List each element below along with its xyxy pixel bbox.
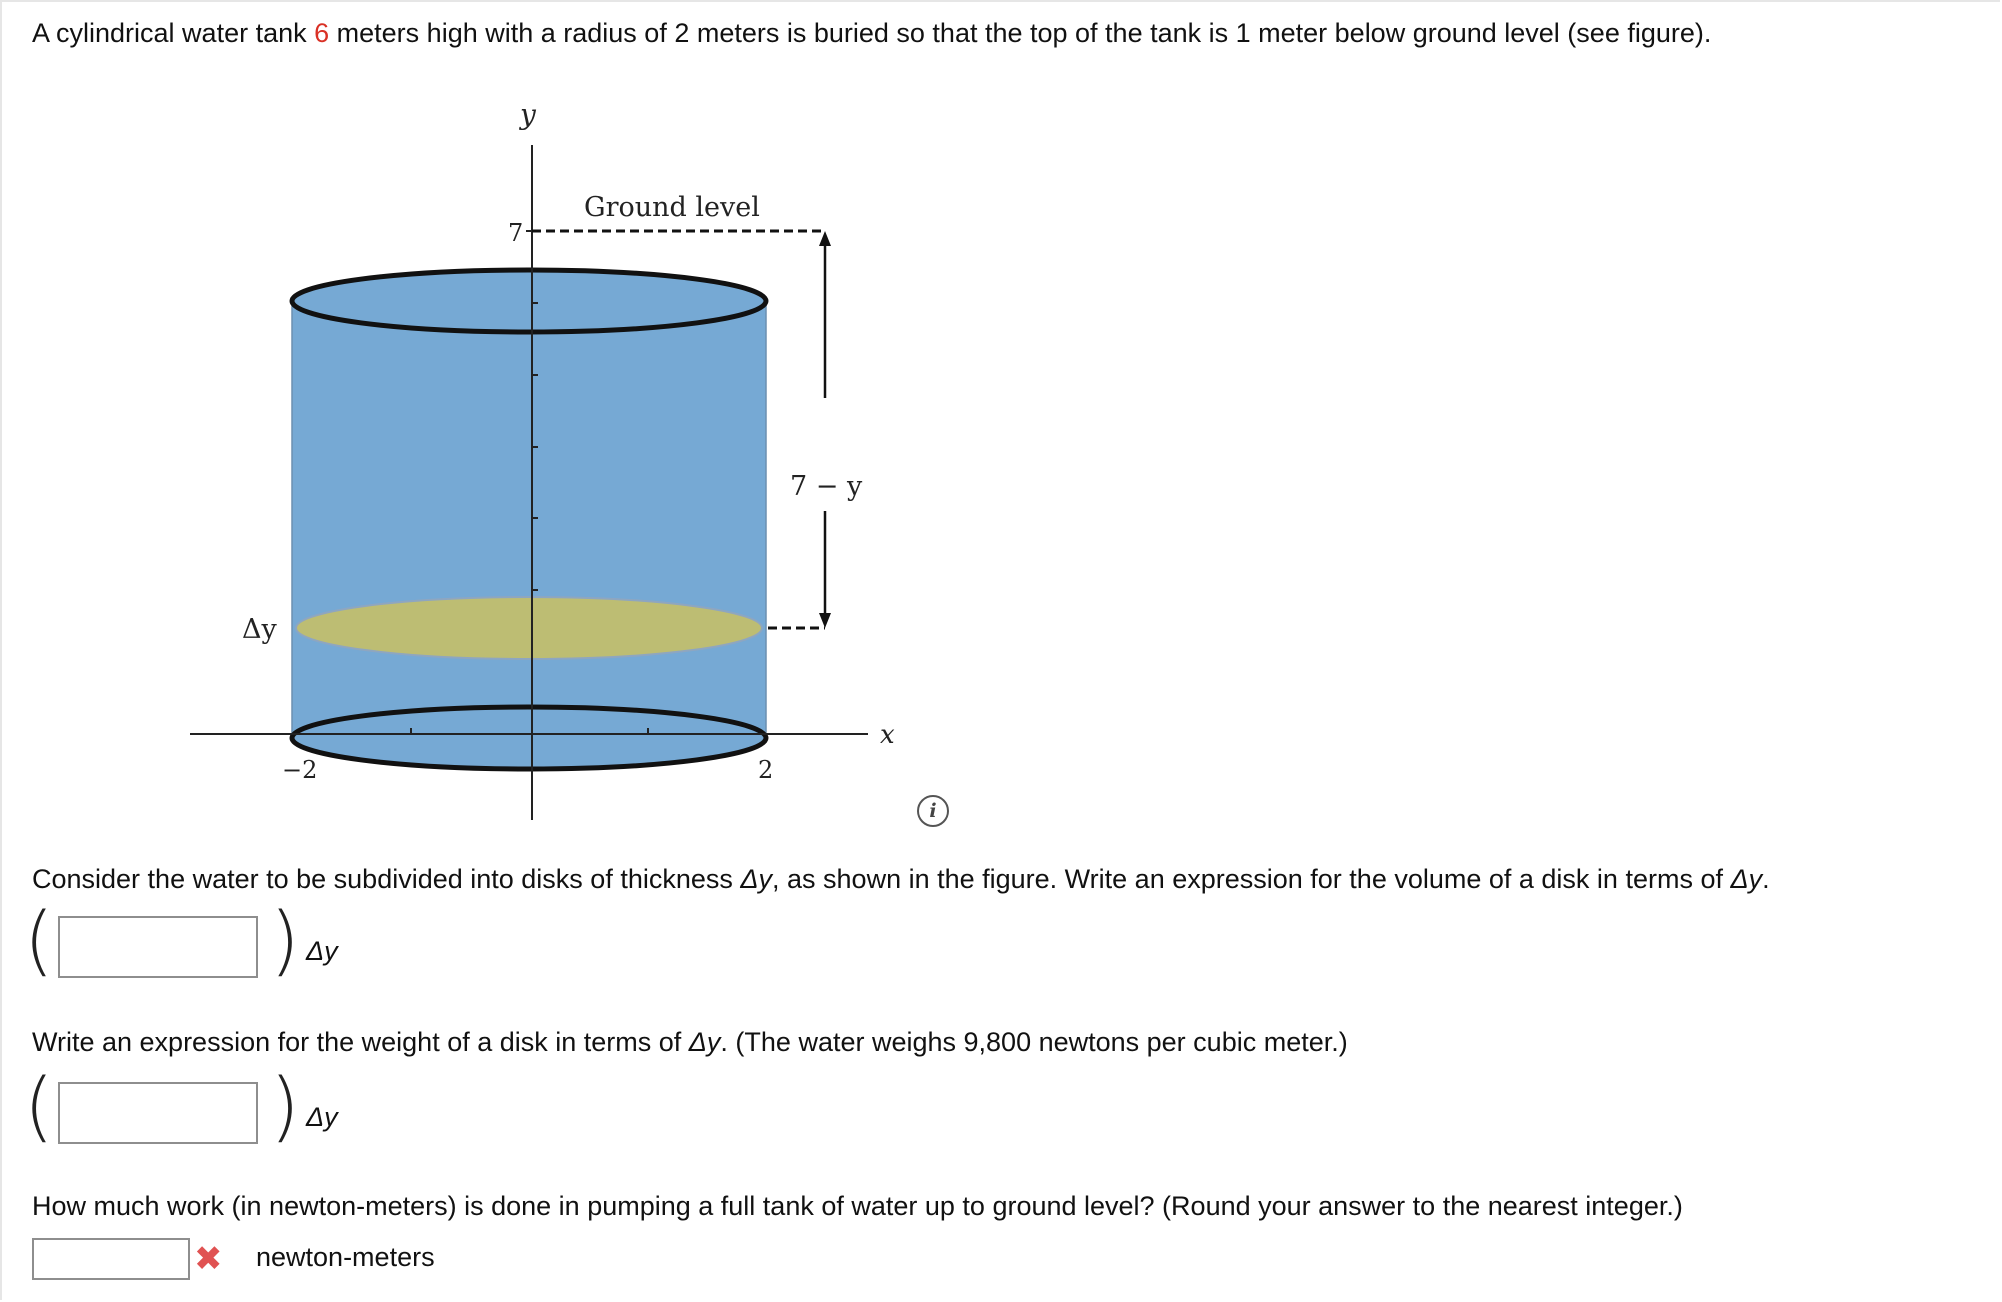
question-3-text: How much work (in newton-meters) is done in pumping a full tank of water up to ground level? (Round your answer to the nearest integer.) bbox=[32, 1191, 1683, 1221]
q2-text-part: . (The water weighs 9,800 newtons per cubic meter.) bbox=[720, 1027, 1348, 1057]
distance-label: 7 − y bbox=[790, 471, 863, 502]
work-unit-label: newton-meters bbox=[256, 1242, 435, 1272]
work-input[interactable] bbox=[32, 1238, 190, 1280]
question-1-text bbox=[32, 862, 1770, 896]
q1-text-part: . bbox=[1762, 864, 1770, 894]
y-tick-label-7: 7 bbox=[508, 219, 524, 247]
tank-figure bbox=[170, 88, 910, 828]
answer-1-unit bbox=[306, 936, 338, 967]
arrow-head-up bbox=[819, 231, 831, 246]
q1-text-part: Consider the water to be subdivided into disks of thickness bbox=[32, 864, 741, 894]
disk-weight-input[interactable] bbox=[58, 1082, 258, 1144]
disk-volume-input[interactable] bbox=[58, 916, 258, 978]
x-axis-label: x bbox=[880, 720, 895, 750]
incorrect-x-icon: ✖ bbox=[194, 1240, 223, 1278]
q1-delta-y: Δy bbox=[740, 864, 773, 894]
close-paren: ) bbox=[270, 1061, 300, 1150]
open-paren: ( bbox=[24, 895, 54, 984]
q2-text-part: Write an expression for the weight of a disk in terms of bbox=[32, 1027, 689, 1057]
intro-after: meters high with a radius of 2 meters is buried so that the top of the tank is 1 meter below ground level (see figure). bbox=[329, 18, 1712, 48]
close-paren: ) bbox=[270, 895, 300, 984]
x-tick-label-neg2: −2 bbox=[282, 756, 318, 784]
x-tick-label-2: 2 bbox=[758, 756, 774, 784]
q1-delta-y: Δy bbox=[1730, 864, 1763, 894]
water-disk bbox=[296, 597, 762, 659]
tank-body bbox=[292, 301, 766, 738]
tank-height-value: 6 bbox=[314, 18, 330, 48]
delta-y-unit: Δy bbox=[306, 1102, 338, 1132]
intro-text bbox=[32, 16, 1711, 50]
y-axis-label: y bbox=[520, 98, 536, 131]
ground-level-label: Ground level bbox=[584, 192, 760, 223]
q2-delta-y: Δy bbox=[688, 1027, 721, 1057]
info-icon[interactable]: i bbox=[917, 795, 949, 827]
delta-y-label: Δy bbox=[242, 614, 277, 645]
tank-top-rim bbox=[292, 270, 766, 332]
q1-text-part: , as shown in the figure. Write an expression for the volume of a disk in terms of bbox=[772, 864, 1731, 894]
question-2-text bbox=[32, 1025, 1348, 1059]
answer-2-unit bbox=[306, 1102, 338, 1133]
open-paren: ( bbox=[24, 1061, 54, 1150]
arrow-head-down bbox=[819, 613, 831, 628]
delta-y-unit: Δy bbox=[306, 936, 338, 966]
intro-before: A cylindrical water tank bbox=[32, 18, 315, 48]
